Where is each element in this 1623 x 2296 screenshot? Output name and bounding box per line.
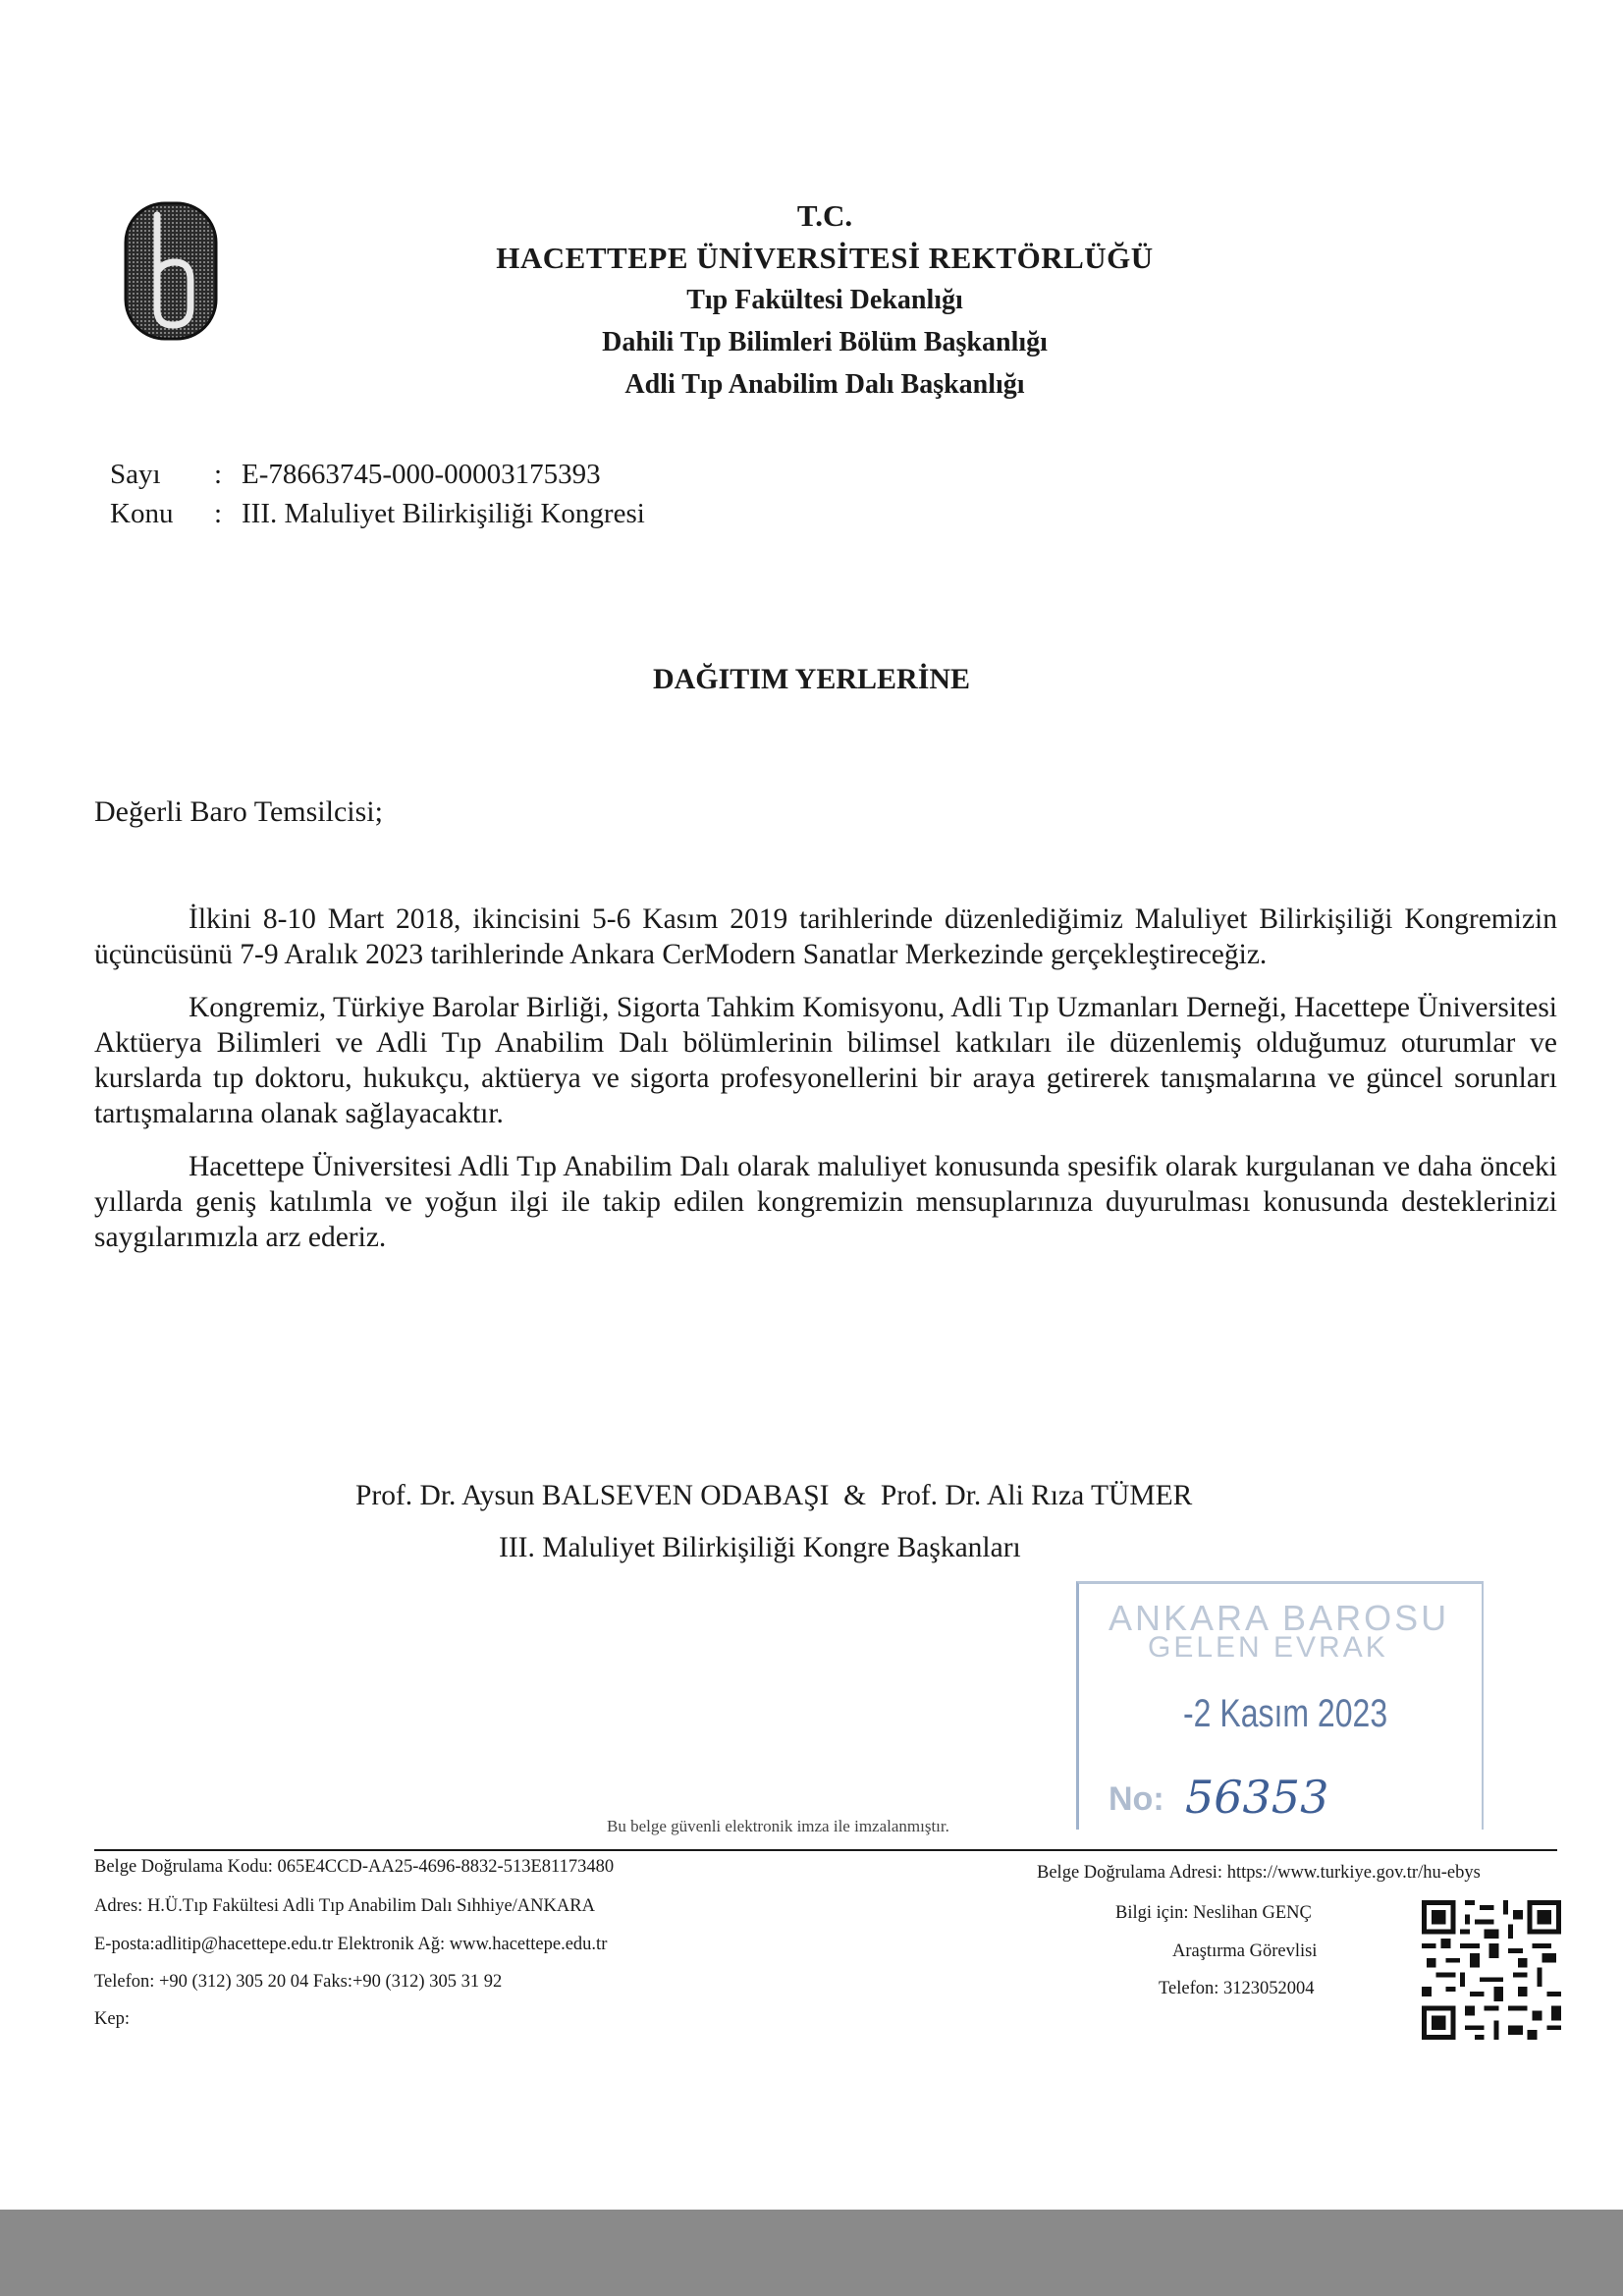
stamp-date: -2 Kasım 2023 xyxy=(1183,1692,1388,1735)
footer-address: Adres: H.Ü.Tıp Fakültesi Adli Tıp Anabilim Dalı Sıhhiye/ANKARA xyxy=(94,1896,595,1916)
header-department: Dahili Tıp Bilimleri Bölüm Başkanlığı xyxy=(602,327,1048,357)
sayi-label: Sayı xyxy=(110,459,161,490)
verification-address: Belge Doğrulama Adresi: https://www.turkiye.gov.tr/hu-ebys xyxy=(1037,1863,1481,1883)
paragraph-3: Hacettepe Üniversitesi Adli Tıp Anabilim Dalı olarak maluliyet konusunda spesifik olarak kurgulanan ve daha önceki yıllarda geniş katılımla ve yoğun ilgi ile takip edilen kongremizin mensuplarınıza duyurulması konusunda desteklerinizi saygılarımızla arz ederiz. xyxy=(94,1151,1557,1253)
info-contact: Bilgi için: Neslihan GENÇ xyxy=(1115,1903,1312,1923)
sayi-separator: : xyxy=(214,459,223,490)
footer-divider xyxy=(94,1849,1557,1851)
salutation: Değerli Baro Temsilcisi; xyxy=(94,795,383,828)
header-tc: T.C. xyxy=(796,198,853,233)
signer-names: Prof. Dr. Aysun BALSEVEN ODABAŞI & Prof. Dr. Ali Rıza TÜMER xyxy=(355,1480,1193,1511)
konu-row xyxy=(110,494,645,533)
footer-kep: Kep: xyxy=(94,2009,130,2029)
scan-border xyxy=(0,2210,1623,2296)
footer-email: E-posta:adlitip@hacettepe.edu.tr Elektronik Ağ: www.hacettepe.edu.tr xyxy=(94,1935,608,1954)
konu-label: Konu xyxy=(110,498,174,529)
letterhead xyxy=(442,194,1208,406)
hacettepe-logo-icon xyxy=(124,201,218,341)
recipient-heading: DAĞITIM YERLERİNE xyxy=(652,663,971,695)
footer-phone-fax: Telefon: +90 (312) 305 20 04 Faks:+90 (312) 305 31 92 xyxy=(94,1972,503,1992)
stamp-line-2: GELEN EVRAK xyxy=(1148,1631,1388,1664)
konu-separator: : xyxy=(214,498,223,529)
info-role: Araştırma Görevlisi xyxy=(1172,1941,1318,1961)
header-division: Adli Tıp Anabilim Dalı Başkanlığı xyxy=(624,369,1025,400)
stamp-line-1: ANKARA BAROSU xyxy=(1109,1598,1450,1638)
stamp-no-label: No: xyxy=(1109,1780,1164,1818)
header-faculty: Tıp Fakültesi Dekanlığı xyxy=(686,285,963,315)
konu-value: III. Maluliyet Bilirkişiliği Kongresi xyxy=(242,498,645,529)
letter-body xyxy=(94,902,1557,1273)
document-meta xyxy=(110,455,645,533)
esign-note: Bu belge güvenli elektronik imza ile imzalanmıştır. xyxy=(607,1817,949,1835)
sayi-row xyxy=(110,455,645,494)
paragraph-1: İlkini 8-10 Mart 2018, ikincisini 5-6 Kasım 2019 tarihlerinde düzenlediğimiz Maluliyet Bilirkişiliği Kongremizin üçüncüsünü 7-9 Aralık 2023 tarihlerinde Ankara CerModern Sanatlar Merkezinde gerçekleştireceğiz. xyxy=(94,903,1557,970)
sayi-value: E-78663745-000-00003175393 xyxy=(242,459,601,490)
signer-role: III. Maluliyet Bilirkişiliği Kongre Başkanları xyxy=(499,1532,1021,1563)
header-university: HACETTEPE ÜNİVERSİTESİ REKTÖRLÜĞÜ xyxy=(496,241,1154,275)
verification-code: Belge Doğrulama Kodu: 065E4CCD-AA25-4696-8832-513E81173480 xyxy=(94,1857,615,1877)
paragraph-2: Kongremiz, Türkiye Barolar Birliği, Sigorta Tahkim Komisyonu, Adli Tıp Uzmanları Derneği, Hacettepe Üniversitesi Aktüerya Bilimleri ve Adli Tıp Anabilim Dalı bölümlerinin bilimsel katkıları ile düzenlemiş olduğumuz oturumlar ve kurslarda tıp doktoru, hukukçu, aktüerya ve sigorta profesyonellerini bir araya getirerek tanışmalarına ve güncel sorunları tartışmalarına olanak sağlayacaktır. xyxy=(94,992,1557,1129)
incoming-document-stamp xyxy=(1076,1581,1484,1830)
stamp-number: 56353 xyxy=(1185,1771,1329,1824)
qr-code-icon xyxy=(1422,1900,1561,2040)
info-phone: Telefon: 3123052004 xyxy=(1159,1979,1315,1998)
